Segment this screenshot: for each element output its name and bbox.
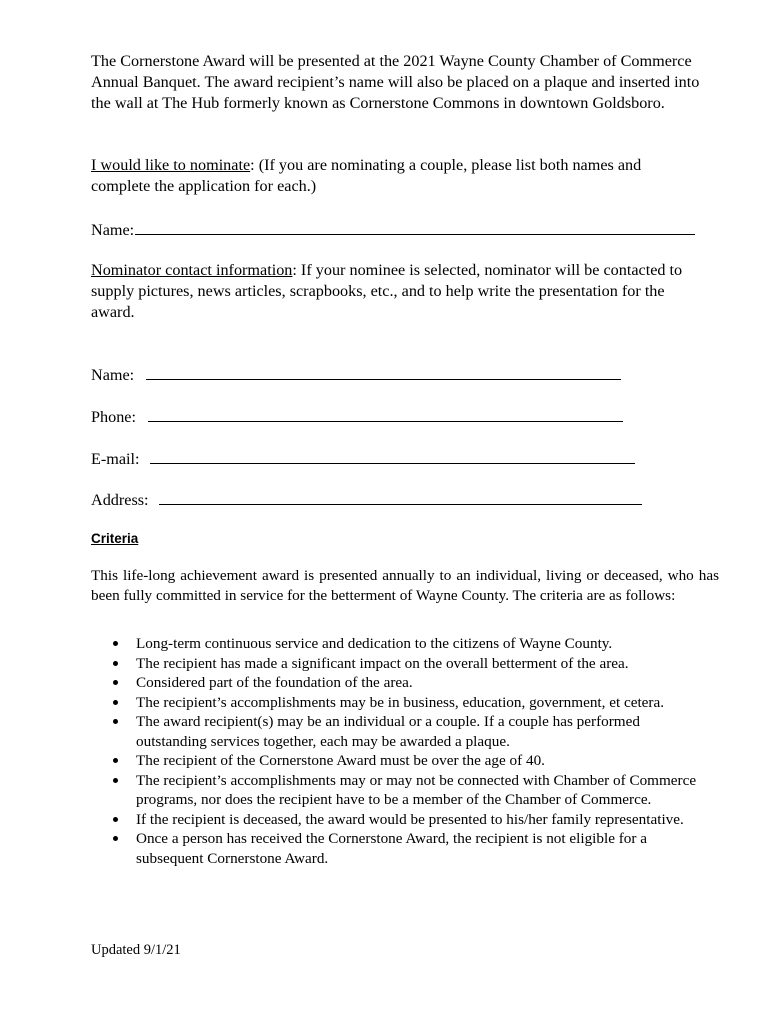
criteria-item [91,751,711,771]
bullet-icon [113,836,118,841]
nominate-paragraph [91,155,701,197]
nominate-text: : (If you are nominating a couple, please list both names and complete the application for each.) [91,156,642,195]
criteria-item [91,654,711,674]
criteria-item-text: The recipient’s accomplishments may be in business, education, government, et cetera. [136,693,665,711]
nominator-email-field [91,448,635,470]
criteria-item [91,771,711,810]
contact-label: Nominator contact information [91,261,293,279]
criteria-item-text: The recipient has made a significant impact on the overall betterment of the area. [136,654,629,672]
nominator-phone-field [91,406,623,428]
criteria-item-text: Once a person has received the Cornerstone Award, the recipient is not eligible for a subsequent Cornerstone Award. [136,830,647,867]
bullet-icon [113,661,118,666]
criteria-item-text: If the recipient is deceased, the award would be presented to his/her family representative. [136,810,684,828]
nominator-name-blank[interactable] [146,364,621,380]
bullet-icon [113,680,118,685]
nominee-name-field [91,219,695,241]
criteria-item-text: Long-term continuous service and dedication to the citizens of Wayne County. [136,635,613,652]
nominator-phone-blank[interactable] [148,406,623,422]
nominee-name-label: Name: [91,221,135,239]
updated-date-footer: Updated 9/1/21 [91,942,181,958]
criteria-item-text: The recipient of the Cornerstone Award must be over the age of 40. [136,752,545,769]
nominee-name-blank[interactable] [135,219,695,235]
bullet-icon [113,778,118,783]
bullet-icon [113,758,118,763]
nominator-email-label: E-mail: [91,450,144,468]
bullet-icon [113,641,118,646]
contact-text: : If your nominee is selected, nominator will be contacted to supply pictures, news articles, scrapbooks, etc., and to help write the presentation for the award. [91,261,683,321]
bullet-icon [113,817,118,822]
criteria-item [91,810,711,830]
nominate-label: I would like to nominate [91,156,251,174]
nominator-phone-label: Phone: [91,408,141,426]
bullet-icon [113,719,118,724]
nominator-email-blank[interactable] [150,448,635,464]
nominator-address-field [91,489,642,511]
criteria-list [91,634,711,868]
criteria-item [91,829,711,868]
criteria-heading: Criteria [91,531,139,546]
criteria-item-text: Considered part of the foundation of the area. [136,674,413,691]
criteria-item [91,693,711,713]
nominator-address-label: Address: [91,491,153,509]
criteria-item [91,712,711,751]
bullet-icon [113,700,118,705]
nominator-name-field [91,364,621,386]
criteria-paragraph: This life-long achievement award is presented annually to an individual, living or deceased, who has been fully committed in service for the betterment of Wayne County. The criteria are as follows: [91,567,719,604]
nominator-name-label: Name: [91,366,139,384]
intro-paragraph: The Cornerstone Award will be presented at the 2021 Wayne County Chamber of Commerce Annual Banquet. The award recipient’s name will also be placed on a plaque and inserted into the wall at The Hub formerly known as Cornerstone Commons in downtown Goldsboro. [91,52,700,112]
contact-paragraph [91,260,691,323]
criteria-item-text: The award recipient(s) may be an individual or a couple. If a couple has performed outstanding services together, each may be awarded a plaque. [136,713,640,750]
criteria-item [91,673,711,693]
nominator-address-blank[interactable] [159,489,642,505]
criteria-item-text: The recipient’s accomplishments may or may not be connected with Chamber of Commerce programs, nor does the recipient have to be a member of the Chamber of Commerce. [136,771,697,808]
criteria-item [91,634,711,654]
